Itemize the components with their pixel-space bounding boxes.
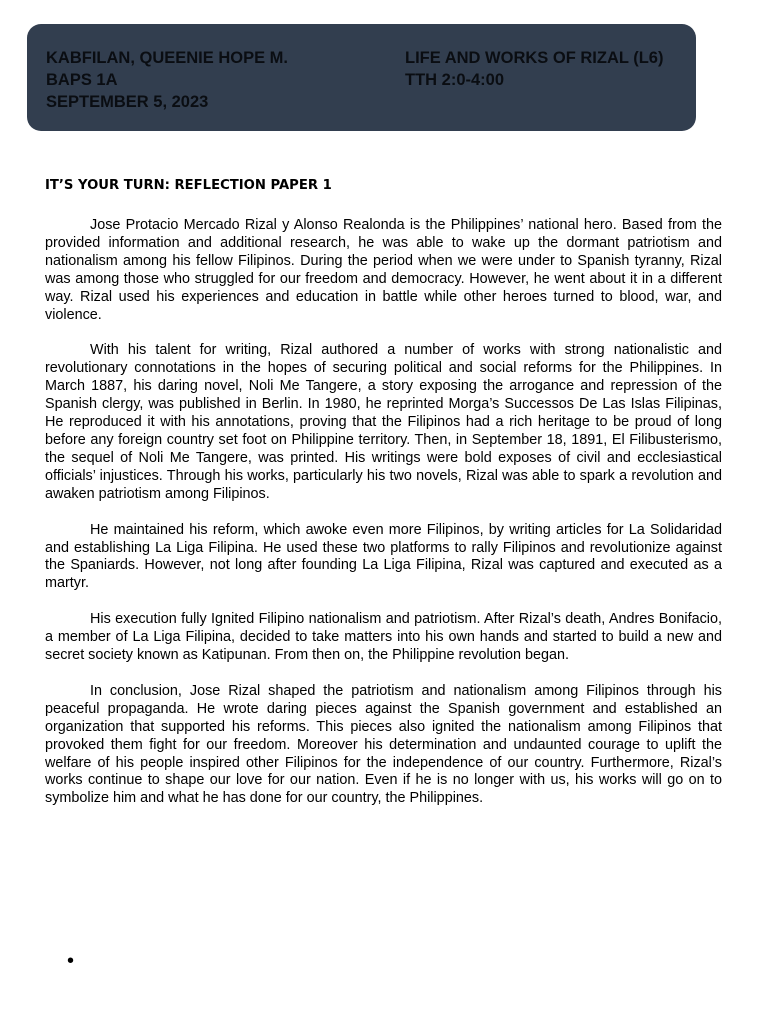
course-info [405,47,663,91]
header-banner [27,24,696,131]
paragraph: His execution fully Ignited Filipino nationalism and patriotism. After Rizal’s death, Andres Bonifacio, a member of La Liga Filipina, decided to take matters into his own hands and started to build a new and secret society known as Katipunan. From then on, the Philippine revolution began. [45,611,722,664]
course-name: LIFE AND WORKS OF RIZAL (L6) [405,49,664,67]
paragraph: In conclusion, Jose Rizal shaped the patriotism and nationalism among Filipinos through his peaceful propaganda. He wrote daring pieces against the Spanish government and established an organization that supported his reforms. This pieces also ignited the nationalism among Filipinos that provoked them fight for our freedom. Moreover his determination and undaunted courage to uplift the welfare of his people inspired other Filipinos for the independence of our country. Furthermore, Rizal’s works continue to shape our love for our nation. Even if he is no longer with us, his works will go on to symbolize him and what he has done for our country, the Philippines. [45,682,722,807]
paragraph: Jose Protacio Mercado Rizal y Alonso Realonda is the Philippines’ national hero. Based from the provided information and additional research, he was able to wake up the dormant patriotism and nationalism among his fellow Filipinos. During the period when we were under to Spanish tyranny, Rizal was among those who struggled for our freedom and democracy. However, he went about it in a different way. Rizal used his experiences and education in battle while other heroes turned to blood, war, and violence. [45,217,722,323]
document-title: IT’S YOUR TURN: REFLECTION PAPER 1 [45,178,332,193]
paragraph: With his talent for writing, Rizal authored a number of works with strong nationalistic and revolutionary connotations in the hopes of securing political and social reforms for the Philippines. In March 1887, his daring novel, Noli Me Tangere, a story exposing the arrogance and repression of the Spanish clergy, was published in Berlin. In 1980, he reprinted Morga’s Successos De Las Islas Filipinas, He reproduced it with his annotations, proving that the Filipinos had a rich heritage to be proud of long before any foreign country set foot on Philippine territory. Then, in September 18, 1891, El Filibusterismo, the sequel of Noli Me Tangere, was printed. His writings were bold exposes of civil and ecclesiastical officials’ injustices. Through his works, particularly his two novels, Rizal was able to spark a revolution and awaken patriotism among Filipinos. [45,342,722,502]
student-name: KABFILAN, QUEENIE HOPE M. [46,49,289,67]
reflection-body [45,217,722,826]
submission-date: SEPTEMBER 5, 2023 [46,93,209,111]
bullet-point: • [67,950,75,972]
student-info [46,47,288,113]
student-section: BAPS 1A [46,71,118,89]
paragraph: He maintained his reform, which awoke even more Filipinos, by writing articles for La Solidaridad and establishing La Liga Filipina. He used these two platforms to rally Filipinos and revolutionize against the Spaniards. However, not long after founding La Liga Filipina, Rizal was captured and executed as a martyr. [45,521,722,592]
class-schedule: TTH 2:0-4:00 [405,71,505,89]
